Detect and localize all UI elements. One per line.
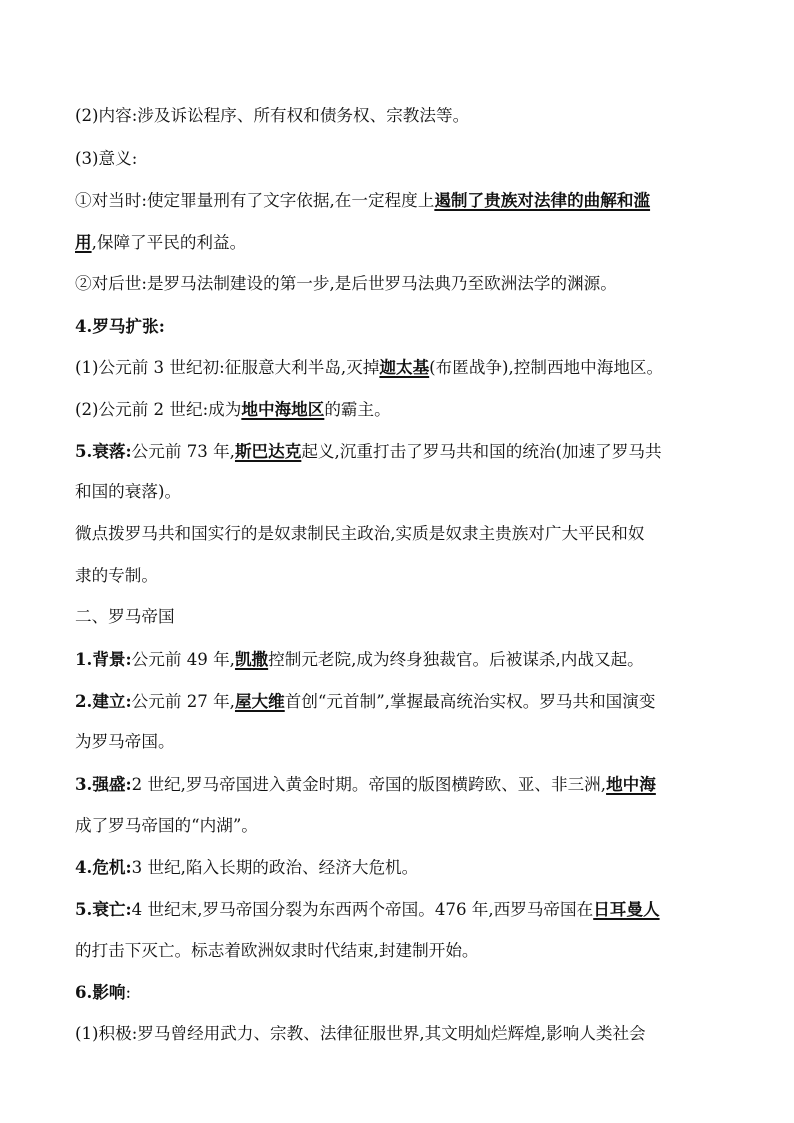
key-term: 迦太基: [379, 357, 430, 377]
key-term: 地中海: [606, 774, 656, 794]
key-term: 日耳曼人: [593, 899, 660, 919]
text: 成了罗马帝国的“内湖”。: [75, 816, 258, 835]
text-line: [75, 899, 660, 920]
text-line: [75, 357, 663, 378]
text: ,保障了平民的利益。: [91, 233, 247, 252]
text-line: [75, 441, 662, 462]
text: (1)公元前 3 世纪初:征服意大利半岛,灭掉: [75, 358, 380, 377]
text: 为罗马帝国。: [75, 732, 175, 751]
text-line: [75, 649, 644, 670]
item-label: 5.衰亡:: [75, 899, 132, 919]
text-line: [75, 732, 175, 752]
text-line: [75, 149, 137, 169]
text: 公元前 49 年,: [131, 650, 235, 669]
text: 和国的衰落)。: [75, 482, 182, 501]
heading-text: 4.罗马扩张:: [75, 316, 165, 336]
text: (布匿战争),控制西地中海地区。: [429, 358, 664, 377]
text: (2)公元前 2 世纪:成为: [75, 400, 242, 419]
text: 公元前 27 年,: [131, 692, 235, 711]
section-heading: [75, 316, 165, 336]
text-line: [75, 106, 469, 126]
text-line: [75, 941, 479, 961]
text-line: [75, 857, 418, 878]
text-line: [75, 607, 175, 627]
text-line: [75, 524, 644, 544]
text: 首创“元首制”,掌握最高统治实权。罗马共和国演变: [284, 692, 656, 711]
text: (1)积极:罗马曾经用武力、宗教、法律征服世界,其文明灿烂辉煌,影响人类社会: [75, 1024, 646, 1043]
text: 4 世纪末,罗马帝国分裂为东西两个帝国。476 年,西罗马帝国在: [131, 900, 594, 919]
text: 3 世纪,陷入长期的政治、经济大危机。: [131, 858, 419, 877]
text: :: [125, 983, 132, 1002]
text-line: [75, 566, 158, 586]
text-line: [75, 1024, 646, 1044]
text: (2)内容:涉及诉讼程序、所有权和债务权、宗教法等。: [75, 106, 470, 125]
key-term: 遏制了贵族对法律的曲解和滥: [434, 190, 651, 210]
key-term: 斯巴达克: [234, 441, 302, 461]
item-label: 3.强盛:: [75, 774, 132, 794]
key-term: 屋大维: [234, 691, 285, 711]
text-line: [75, 816, 258, 836]
key-term: 用: [75, 232, 92, 252]
text: 起义,沉重打击了罗马共和国的统治(加速了罗马共: [301, 442, 662, 461]
key-term: 凯撒: [234, 649, 269, 669]
text-line: [75, 774, 656, 795]
text: (3)意义:: [75, 149, 138, 168]
text: ①对当时:使定罪量刑有了文字依据,在一定程度上: [75, 191, 435, 210]
item-label: 4.危机:: [75, 857, 132, 877]
text-line: [75, 274, 617, 294]
text: 2 世纪,罗马帝国进入黄金时期。帝国的版图横跨欧、亚、非三洲,: [131, 775, 607, 794]
text: 公元前 73 年,: [131, 442, 235, 461]
text: 的打击下灭亡。标志着欧洲奴隶时代结束,封建制开始。: [75, 941, 479, 960]
item-label: 1.背景:: [75, 649, 132, 669]
text-line: [75, 232, 246, 253]
item-label: 6.影响: [75, 982, 126, 1002]
text: 微点拨罗马共和国实行的是奴隶制民主政治,实质是奴隶主贵族对广大平民和奴: [75, 524, 645, 543]
text: 二、罗马帝国: [75, 607, 175, 626]
text-line: [75, 190, 650, 211]
text-line: [75, 982, 131, 1003]
item-label: 5.衰落:: [75, 441, 132, 461]
text: ②对后世:是罗马法制建设的第一步,是后世罗马法典乃至欧洲法学的渊源。: [75, 274, 617, 293]
text: 控制元老院,成为终身独裁官。后被谋杀,内战又起。: [268, 650, 644, 669]
key-term: 地中海地区: [241, 399, 325, 419]
text-line: [75, 691, 655, 712]
text: 的霸主。: [324, 400, 391, 419]
text-line: [75, 399, 391, 420]
text: 隶的专制。: [75, 566, 158, 585]
item-label: 2.建立:: [75, 691, 132, 711]
text-line: [75, 482, 181, 502]
